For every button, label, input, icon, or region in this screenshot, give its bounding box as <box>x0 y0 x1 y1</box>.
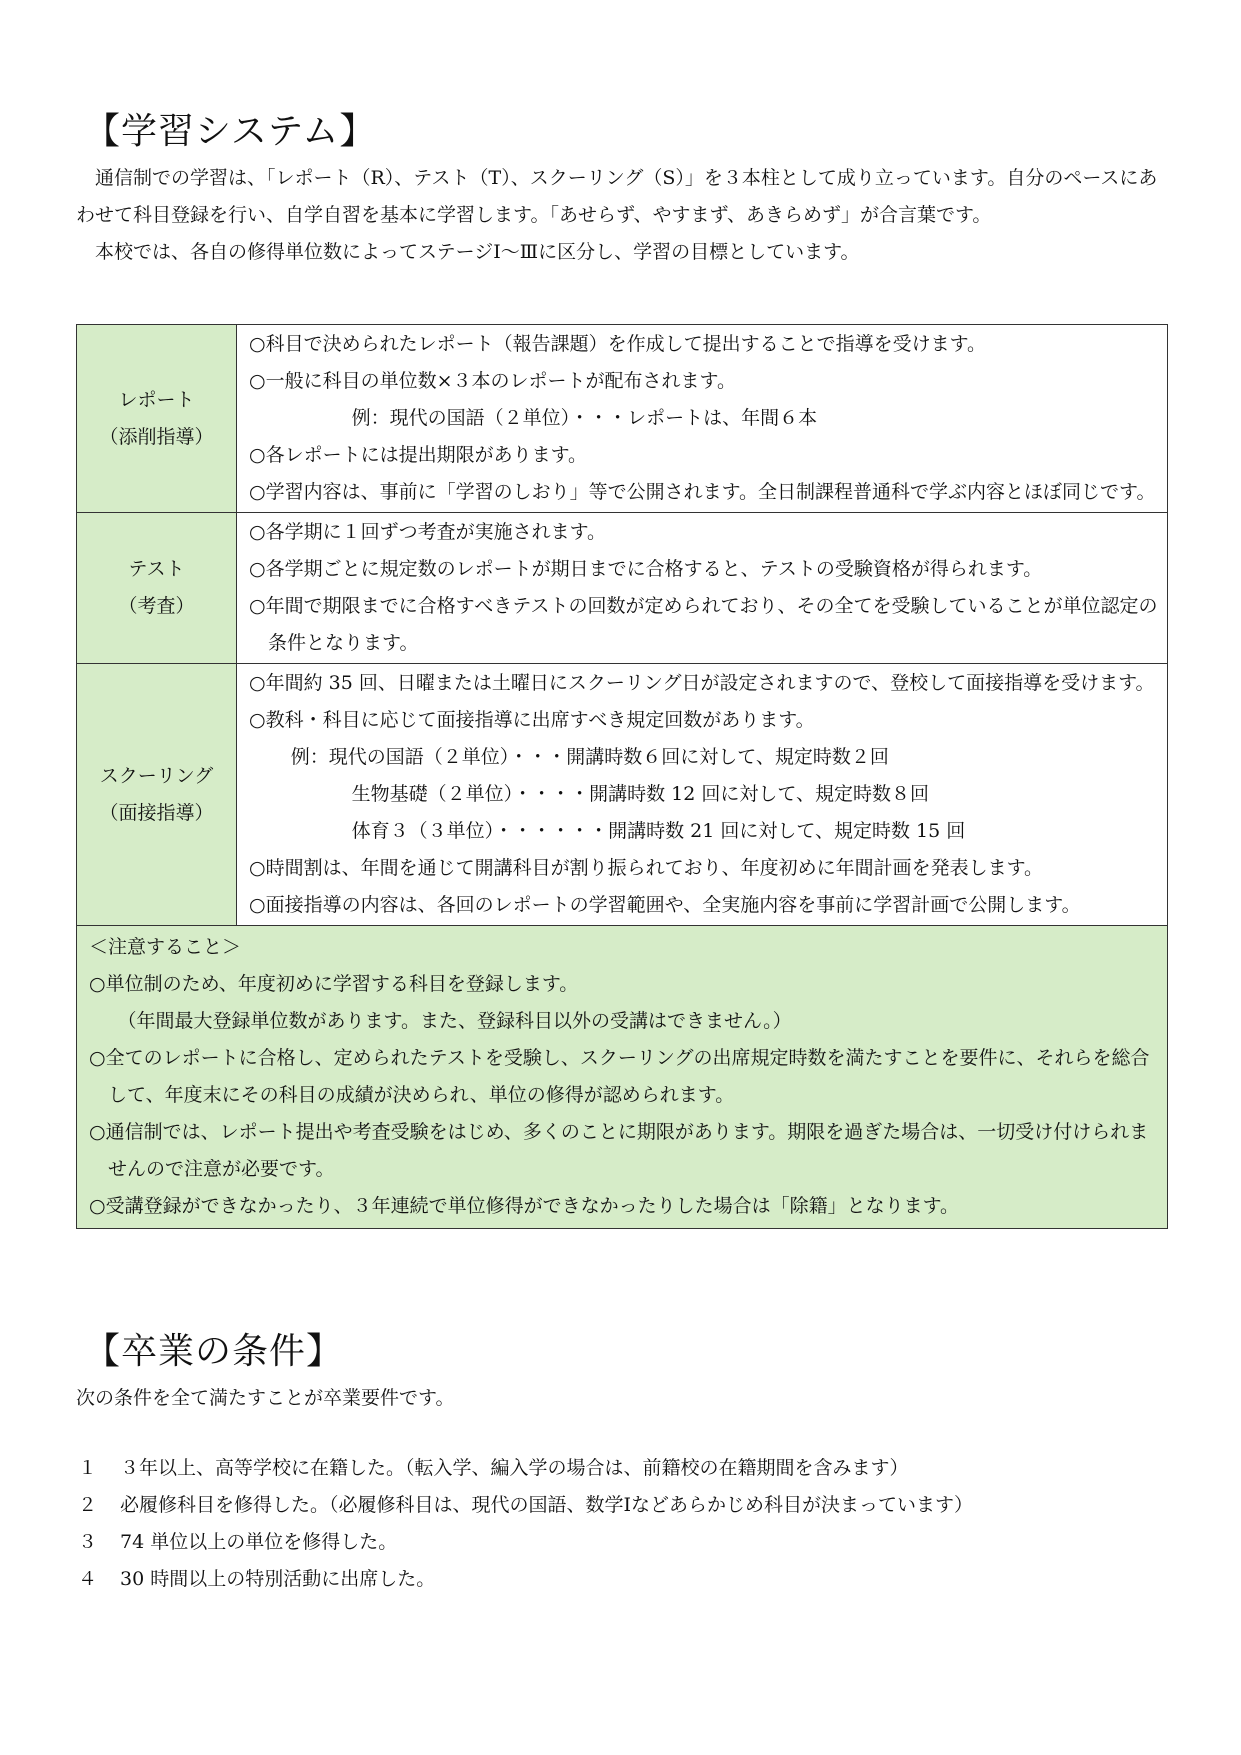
note-item-1-detail: （年間最大登録単位数があります。また、登録科目以外の受講はできません。） <box>117 1010 792 1032</box>
note-item-2: ○全てのレポートに合格し、定められたテストを受験し、スクーリングの出席規定時数を満たすことを要件に、それらを総合して、年度末にその科目の成績が決められ、単位の修得が認められます。 <box>89 1047 1150 1106</box>
schooling-example-3: 体育３（３単位）・・・・・・開講時数 21 回に対して、規定時数 15 回 <box>351 820 966 842</box>
report-sublabel: （添削指導） <box>99 425 214 448</box>
schooling-item-3: ○時間割は、年間を通じて開講科目が割り振られており、年度初めに年間計画を発表します。 <box>249 857 1044 879</box>
notes-cell <box>77 926 1168 1229</box>
learning-system-heading: 【学習システム】 <box>84 111 377 152</box>
note-item-1: ○単位制のため、年度初めに学習する科目を登録します。 <box>89 973 579 995</box>
condition-text: 30 時間以上の特別活動に出席した。 <box>120 1568 436 1590</box>
condition-text: ３年以上、高等学校に在籍した。（転入学、編入学の場合は、前籍校の在籍期間を含みます） <box>120 1457 909 1479</box>
report-item-3: ○各レポートには提出期限があります。 <box>249 444 588 466</box>
condition-number: １ <box>78 1457 98 1479</box>
table-row-report <box>77 325 1168 513</box>
report-item-2: ○一般に科目の単位数×３本のレポートが配布されます。 <box>249 370 736 392</box>
list-item <box>78 1524 973 1561</box>
note-item-4: ○受講登録ができなかったり、３年連続で単位修得ができなかったりした場合は「除籍」となります。 <box>89 1195 960 1217</box>
test-content-cell <box>237 513 1168 664</box>
schooling-example-1: 例：現代の国語（２単位）・・・開講時数６回に対して、規定時数２回 <box>290 746 889 768</box>
report-item-1: ○科目で決められたレポート（報告課題）を作成して提出することで指導を受けます。 <box>249 333 987 355</box>
test-item-1: ○各学期に１回ずつ考査が実施されます。 <box>249 521 607 543</box>
condition-number: ４ <box>78 1568 98 1590</box>
schooling-content-cell <box>237 664 1168 926</box>
condition-text: 74 単位以上の単位を修得した。 <box>120 1531 398 1553</box>
notes-title: ＜注意すること＞ <box>89 936 242 958</box>
report-label: レポート <box>118 388 195 411</box>
schooling-item-2: ○教科・科目に応じて面接指導に出席すべき規定回数があります。 <box>249 709 815 731</box>
schooling-item-4: ○面接指導の内容は、各回のレポートの学習範囲や、全実施内容を事前に学習計画で公開します。 <box>249 894 1081 916</box>
test-sublabel: （考査） <box>118 595 195 617</box>
list-item <box>78 1561 973 1598</box>
table-row-notes <box>77 926 1168 1229</box>
graduation-conditions-list <box>78 1450 973 1598</box>
report-item-4: ○学習内容は、事前に「学習のしおり」等で公開されます。全日制課程普通科で学ぶ内容とほぼ同じです。 <box>249 481 1156 503</box>
schooling-sublabel: （面接指導） <box>99 801 214 824</box>
table-row-test <box>77 513 1168 664</box>
report-label-cell <box>77 325 237 513</box>
schooling-item-1: ○年間約 35 回、日曜または土曜日にスクーリング日が設定されますので、登校して面接指導を受けます。 <box>249 672 1155 694</box>
list-item <box>78 1450 973 1487</box>
learning-system-intro <box>76 160 1168 271</box>
condition-text: 必履修科目を修得した。（必履修科目は、現代の国語、数学Ⅰなどあらかじめ科目が決まっています） <box>120 1494 974 1516</box>
intro-paragraph-2: 本校では、各自の修得単位数によってステージⅠ～Ⅲに区分し、学習の目標としています。 <box>95 241 860 263</box>
report-content-cell <box>237 325 1168 513</box>
list-item <box>78 1487 973 1524</box>
condition-number: ２ <box>78 1494 98 1516</box>
note-item-3: ○通信制では、レポート提出や考査受験をはじめ、多くのことに期限があります。期限を過ぎた場合は、一切受け付けられませんので注意が必要です。 <box>89 1121 1149 1180</box>
test-label: テスト <box>128 558 185 580</box>
table-row-schooling <box>77 664 1168 926</box>
learning-system-table <box>76 324 1168 1229</box>
condition-number: ３ <box>78 1531 98 1553</box>
test-item-3: ○年間で期限までに合格すべきテストの回数が定められており、その全てを受験していることが単位認定の条件となります。 <box>249 595 1158 654</box>
graduation-heading: 【卒業の条件】 <box>84 1331 344 1372</box>
schooling-label-cell <box>77 664 237 926</box>
schooling-example-2: 生物基礎（２単位）・・・・開講時数 12 回に対して、規定時数８回 <box>351 783 929 805</box>
report-example: 例：現代の国語（２単位）・・・レポートは、年間６本 <box>351 407 818 429</box>
intro-paragraph-1: 通信制での学習は、「レポート（R）、テスト（T）、スクーリング（S）」を３本柱として成り立っています。自分のペースにあわせて科目登録を行い、自学自習を基本に学習します。「あせらず、やすまず、あきらめず」が合言葉です。 <box>76 167 1158 226</box>
test-item-2: ○各学期ごとに規定数のレポートが期日までに合格すると、テストの受験資格が得られます。 <box>249 558 1043 580</box>
graduation-intro: 次の条件を全て満たすことが卒業要件です。 <box>76 1387 455 1409</box>
schooling-label: スクーリング <box>99 764 214 787</box>
test-label-cell <box>77 513 237 664</box>
